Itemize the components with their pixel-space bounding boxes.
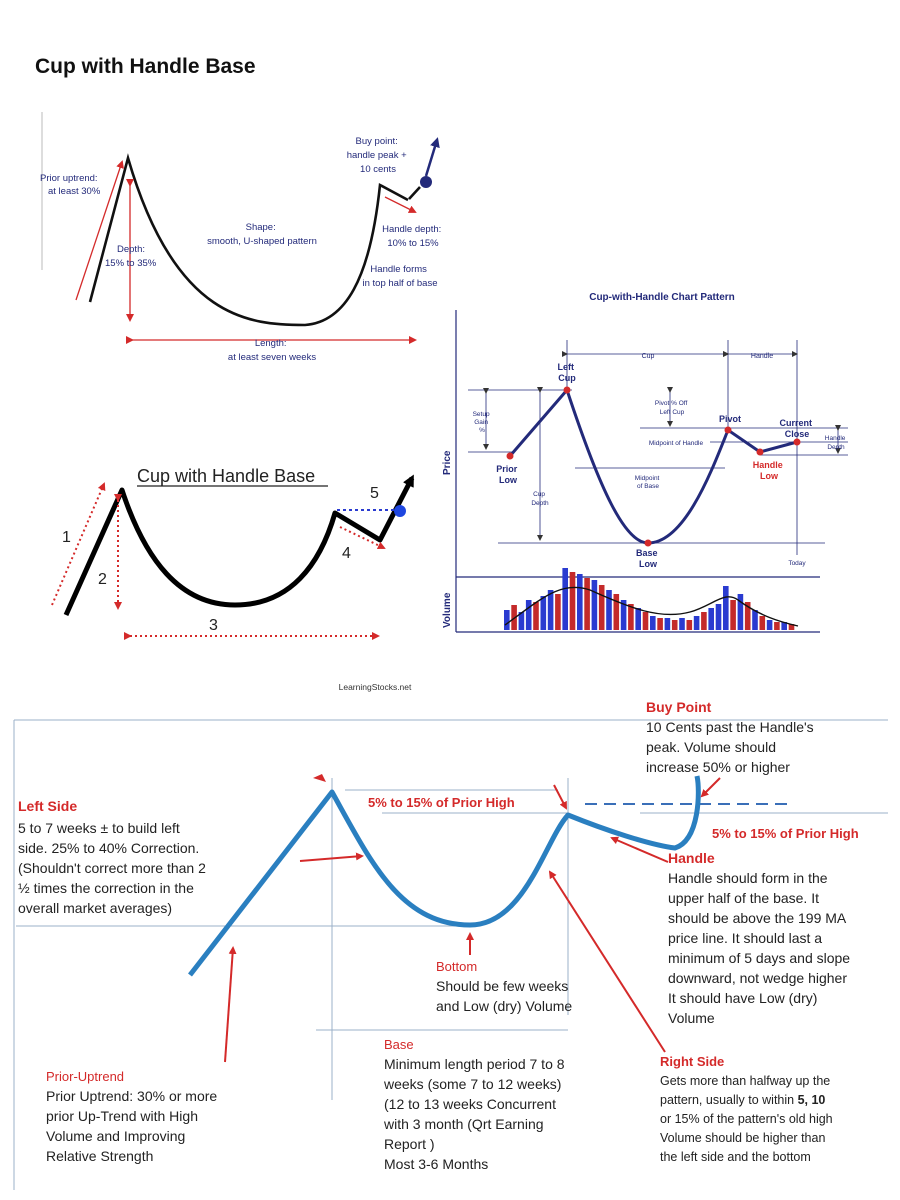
buy-point-arrow <box>426 140 437 176</box>
dot-left-cup <box>564 387 571 394</box>
prior-high-label-right: 5% to 15% of Prior High <box>712 826 859 841</box>
label-length: Length: at least seven weeks <box>227 338 317 363</box>
volume-bar <box>592 580 598 630</box>
num-1: 1 <box>62 529 71 546</box>
volume-bar <box>752 610 758 630</box>
panel-cup-diagram-annotated <box>40 112 444 363</box>
volume-bar <box>562 568 568 630</box>
label-cup: Cup <box>641 353 655 360</box>
panel3-guides <box>468 340 848 555</box>
label-depth: Depth: 15% to 35% <box>105 244 157 269</box>
volume-bar <box>760 616 766 630</box>
volume-bar <box>533 602 539 630</box>
volume-bar <box>687 620 693 630</box>
arrow-right-peak <box>554 785 566 808</box>
volume-bar <box>650 616 656 630</box>
label-midpoint-handle: Midpoint of Handle <box>648 440 704 447</box>
label-handle-low: Handle Low <box>752 460 783 481</box>
num-4: 4 <box>342 545 351 562</box>
dot-pivot <box>725 427 732 434</box>
dot-current-close <box>794 439 801 446</box>
label-cup-depth: Cup Depth <box>531 491 549 507</box>
arrow-left-side <box>300 856 362 861</box>
volume-bar <box>635 608 641 630</box>
left-side-text: 5 to 7 weeks ± to build left side. 25% to 40% Correction. (Shouldn't correct more than 2 ½ times the correction in the overall market averages) <box>18 820 206 916</box>
panel-detailed-annotations <box>14 699 888 1190</box>
left-side-title: Left Side <box>18 798 78 814</box>
label-handle-depth: Handle depth: 10% to 15% <box>382 224 442 249</box>
label-prior-uptrend: Prior uptrend: at least 30% <box>40 173 101 197</box>
volume-bar <box>738 594 744 630</box>
handle-text: Handle should form in the upper half of the base. It should be above the 199 MA price line. It should last a minimum of 5 days and slope downward, not wedge higher It should have Low (dry) Volume <box>668 870 851 1026</box>
label-prior-low: Prior Low <box>496 464 518 485</box>
label-handle-forms: Handle forms in top half of base <box>362 264 438 289</box>
volume-bar <box>701 612 707 630</box>
page-title: Cup with Handle Base <box>35 55 256 78</box>
base-text: Minimum length period 7 to 8 weeks (some 7 to 12 weeks) (12 to 13 weeks Concurrent with 3 month (Qrt Earning Report ) Most 3-6 Months <box>384 1056 565 1172</box>
volume-bar <box>584 578 590 630</box>
panel3-price-label: Price <box>442 450 453 475</box>
label-setup-gain: Setup Gain % <box>472 411 490 434</box>
buy-point-dot <box>420 176 432 188</box>
dot-base-low <box>645 540 652 547</box>
peak-marker <box>313 774 326 782</box>
volume-bar <box>672 620 678 630</box>
breakout-dot <box>394 505 406 517</box>
arrow-right-side <box>550 872 665 1052</box>
label-midpoint-base: Midpoint of Base <box>634 475 660 490</box>
num-5: 5 <box>370 485 379 502</box>
dot-handle-low <box>757 449 764 456</box>
label-base-low: Base Low <box>635 548 658 569</box>
label-pivot: Pivot <box>718 414 742 424</box>
prior-high-label-left: 5% to 15% of Prior High <box>368 795 515 810</box>
volume-bar <box>723 586 729 630</box>
volume-bar <box>679 618 685 630</box>
label-today: Today <box>788 560 806 567</box>
label-current-close: Current Close <box>779 418 812 439</box>
handle-rise-segment <box>409 187 420 199</box>
volume-bar <box>665 618 671 630</box>
source-label: LearningStocks.net <box>338 682 412 692</box>
panel3-title: Cup-with-Handle Chart Pattern <box>589 292 735 303</box>
bottom-text: Should be few weeks and Low (dry) Volume <box>436 978 573 1014</box>
volume-bar <box>774 622 780 630</box>
volume-bar <box>716 604 722 630</box>
arrow-buy-point <box>702 778 720 796</box>
right-side-text: Gets more than halfway up the pattern, usually to within 5, 10 or 15% of the pattern's old high Volume should be higher than the left side and the bottom <box>660 1074 833 1164</box>
buy-point-title: Buy Point <box>646 699 712 715</box>
label-left-cup: Left Cup <box>557 362 576 383</box>
volume-bar <box>555 594 561 630</box>
handle-title: Handle <box>668 850 715 866</box>
prior-uptrend-title: Prior-Uptrend <box>46 1069 125 1084</box>
right-side-title: Right Side <box>660 1054 725 1069</box>
volume-bar <box>606 590 612 630</box>
dot-prior-low <box>507 453 514 460</box>
volume-bar <box>548 590 554 630</box>
volume-bar <box>570 572 576 630</box>
volume-bar <box>526 600 532 630</box>
arrow-prior-uptrend <box>225 948 233 1062</box>
num-2: 2 <box>98 571 107 588</box>
volume-bar <box>767 620 773 630</box>
num-3: 3 <box>209 617 218 634</box>
bottom-title: Bottom <box>436 959 478 974</box>
volume-bar <box>657 618 663 630</box>
label-handle-depth-small: Handle Depth <box>824 435 846 451</box>
prior-uptrend-text: Prior Uptrend: 30% or more prior Up-Trend with High Volume and Improving Relative Strength <box>46 1088 218 1164</box>
buy-point-text: 10 Cents past the Handle's peak. Volume should increase 50% or higher <box>646 719 814 775</box>
panel2-title: Cup with Handle Base <box>137 466 316 486</box>
base-title: Base <box>384 1037 414 1052</box>
label-handle: Handle <box>750 353 774 360</box>
label-buy-point: Buy point: handle peak + 10 cents <box>346 136 407 175</box>
volume-bar <box>577 574 583 630</box>
volume-bar <box>694 616 700 630</box>
volume-bar <box>541 596 547 630</box>
panel-chart-pattern <box>339 292 848 692</box>
label-pivot-off: Pivot % Off Left Cup <box>654 400 688 416</box>
volume-bar <box>614 594 620 630</box>
volume-bar <box>504 610 510 630</box>
volume-bar <box>599 585 605 630</box>
volume-bar <box>643 612 649 630</box>
label-shape: Shape: smooth, U-shaped pattern <box>207 222 317 247</box>
volume-bar <box>730 600 736 630</box>
panel3-volume-label: Volume <box>442 592 453 628</box>
panel-cup-diagram-numbered <box>52 466 412 636</box>
volume-bar <box>708 608 714 630</box>
